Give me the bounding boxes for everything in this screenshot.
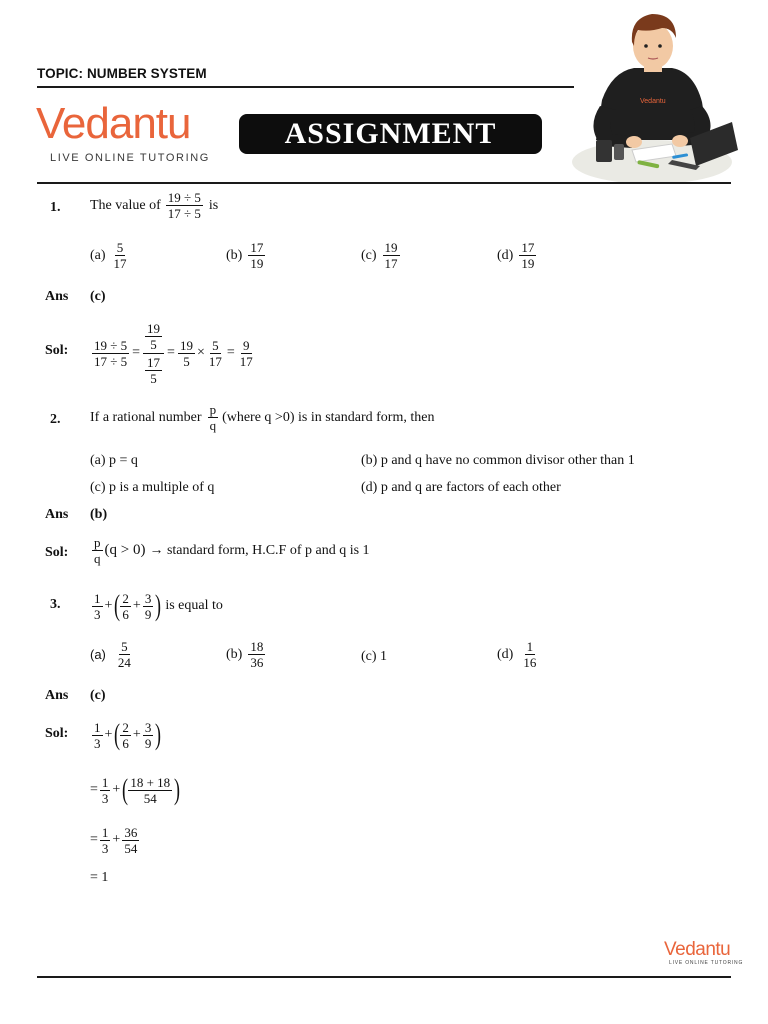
question-number: 3. bbox=[50, 597, 61, 612]
footer-logo-tagline: LIVE ONLINE TUTORING bbox=[669, 960, 744, 966]
solution-label: Sol: bbox=[45, 545, 69, 560]
question-3 bbox=[50, 597, 61, 613]
footer-logo bbox=[664, 940, 743, 966]
option-a: (a) $\frac{5}{24}$ bbox=[90, 639, 131, 670]
option-fraction: $\frac{17}{19}$ bbox=[250, 240, 264, 271]
fraction: $\frac{3}{9}$ bbox=[144, 590, 152, 622]
answer-label: Ans bbox=[45, 688, 69, 703]
solution-1: $\frac{19 \div 5}{17 \div 5}$ = $\frac{\frac{19}{5}}{\frac{17}{5}}$ = $\frac{19}{5}$ × $\frac{5}{17}$ = $\frac{9}{17}$ bbox=[94, 320, 253, 386]
fraction: $\frac{1}{3}$ bbox=[94, 590, 101, 622]
topic-divider bbox=[37, 86, 574, 88]
fraction: $\frac{p}{q}$ bbox=[209, 402, 217, 433]
left-paren: ( bbox=[114, 589, 121, 622]
fraction: $\frac{1}{3}$ bbox=[101, 774, 109, 806]
fraction: $\frac{p}{q}$ bbox=[94, 535, 101, 566]
answer-label: Ans bbox=[45, 289, 69, 304]
fraction: $\frac{18 + 18}{54}$ bbox=[130, 774, 171, 806]
fraction: $\frac{3}{9}$ bbox=[144, 719, 152, 751]
solution-3-step-2: = $\frac{1}{3}$ + ( $\frac{18 + 18}{54}$ ) bbox=[90, 773, 181, 806]
footer-divider bbox=[37, 976, 731, 978]
footer-logo-wordmark: Vedantu bbox=[664, 939, 731, 960]
question-1 bbox=[50, 200, 61, 216]
solution-label: Sol: bbox=[45, 726, 69, 741]
assignment-badge: ASSIGNMENT bbox=[239, 114, 542, 154]
question-text-end: is bbox=[208, 197, 219, 213]
vedantu-logo bbox=[36, 99, 226, 164]
fraction: $\frac{1}{3}$ bbox=[101, 824, 109, 856]
answer-value: (c) bbox=[90, 289, 106, 304]
question-2 bbox=[50, 412, 61, 428]
option-c: (c) p is a multiple of q bbox=[90, 480, 215, 495]
fraction: $\frac{36}{54}$ bbox=[124, 824, 138, 856]
topic-title: TOPIC: NUMBER SYSTEM bbox=[37, 66, 207, 81]
header-divider bbox=[37, 182, 731, 184]
fraction: $\frac{5}{17}$ bbox=[208, 337, 222, 369]
option-a: (a) $\frac{5}{17}$ bbox=[90, 240, 127, 271]
fraction: $\frac{2}{6}$ bbox=[122, 590, 129, 622]
option-fraction: $\frac{17}{19}$ bbox=[521, 240, 535, 271]
question-text: The value of bbox=[90, 197, 161, 213]
option-d: (d) p and q are factors of each other bbox=[361, 480, 561, 495]
option-fraction: $\frac{18}{36}$ bbox=[250, 639, 264, 670]
answer-value: (c) bbox=[90, 688, 106, 703]
option-fraction: $\frac{19}{17}$ bbox=[384, 240, 398, 271]
fraction: $\frac{19 \div 5}{17 \div 5}$ bbox=[94, 337, 128, 369]
option-d: (d) $\frac{1}{16}$ bbox=[497, 639, 537, 670]
option-b: (b) $\frac{18}{36}$ bbox=[226, 639, 264, 670]
fraction: $\frac{19 \div 5}{17 \div 5}$ bbox=[167, 190, 201, 221]
solution-3-step-3: = $\frac{1}{3}$ + $\frac{36}{54}$ bbox=[90, 824, 138, 856]
solution-2: $\frac{p}{q}$ (q > 0) → standard form, H.C.F of p and q is 1 bbox=[94, 535, 370, 566]
option-a: (a) p = q bbox=[90, 453, 138, 468]
option-d: (d) $\frac{17}{19}$ bbox=[497, 240, 535, 271]
option-fraction: $\frac{5}{24}$ bbox=[117, 639, 131, 670]
question-number: 1. bbox=[50, 200, 61, 215]
option-c: (c) $\frac{19}{17}$ bbox=[361, 240, 398, 271]
logo-tagline: LIVE ONLINE TUTORING bbox=[50, 152, 210, 164]
question-number: 2. bbox=[50, 412, 61, 427]
question-2-text: If a rational number $\frac{p}{q}$ (where q >0) is in standard form, then bbox=[90, 402, 435, 433]
answer-value: (b) bbox=[90, 507, 108, 522]
question-1-text bbox=[90, 190, 218, 221]
right-paren: ) bbox=[155, 589, 162, 622]
solution-label: Sol: bbox=[45, 343, 69, 358]
option-c: (c) 1 bbox=[361, 649, 388, 664]
solution-3-result: = 1 bbox=[90, 870, 109, 885]
logo-wordmark: Vedantu bbox=[36, 99, 191, 148]
solution-3-step-1: $\frac{1}{3}$ + ( $\frac{2}{6}$ + $\frac{3}{9}$ ) bbox=[94, 718, 162, 751]
option-fraction: $\frac{1}{16}$ bbox=[523, 639, 537, 670]
option-b: (b) p and q have no common divisor other than 1 bbox=[361, 453, 635, 468]
svg-text:Vedantu: Vedantu bbox=[640, 98, 666, 105]
fraction: $\frac{19}{5}$ bbox=[179, 337, 193, 369]
question-3-text: $\frac{1}{3}$ + ( $\frac{2}{6}$ + $\frac{3}{9}$ ) is equal to bbox=[94, 589, 223, 622]
answer-label: Ans bbox=[45, 507, 69, 522]
fraction: $\frac{1}{3}$ bbox=[94, 719, 101, 751]
option-b: (b) $\frac{17}{19}$ bbox=[226, 240, 264, 271]
compound-fraction: $\frac{\frac{19}{5}}{\frac{17}{5}}$ bbox=[143, 321, 164, 386]
option-fraction: $\frac{5}{17}$ bbox=[113, 240, 127, 271]
fraction: $\frac{2}{6}$ bbox=[122, 719, 129, 751]
fraction: $\frac{9}{17}$ bbox=[239, 337, 253, 369]
student-at-laptop-illustration bbox=[572, 10, 740, 185]
